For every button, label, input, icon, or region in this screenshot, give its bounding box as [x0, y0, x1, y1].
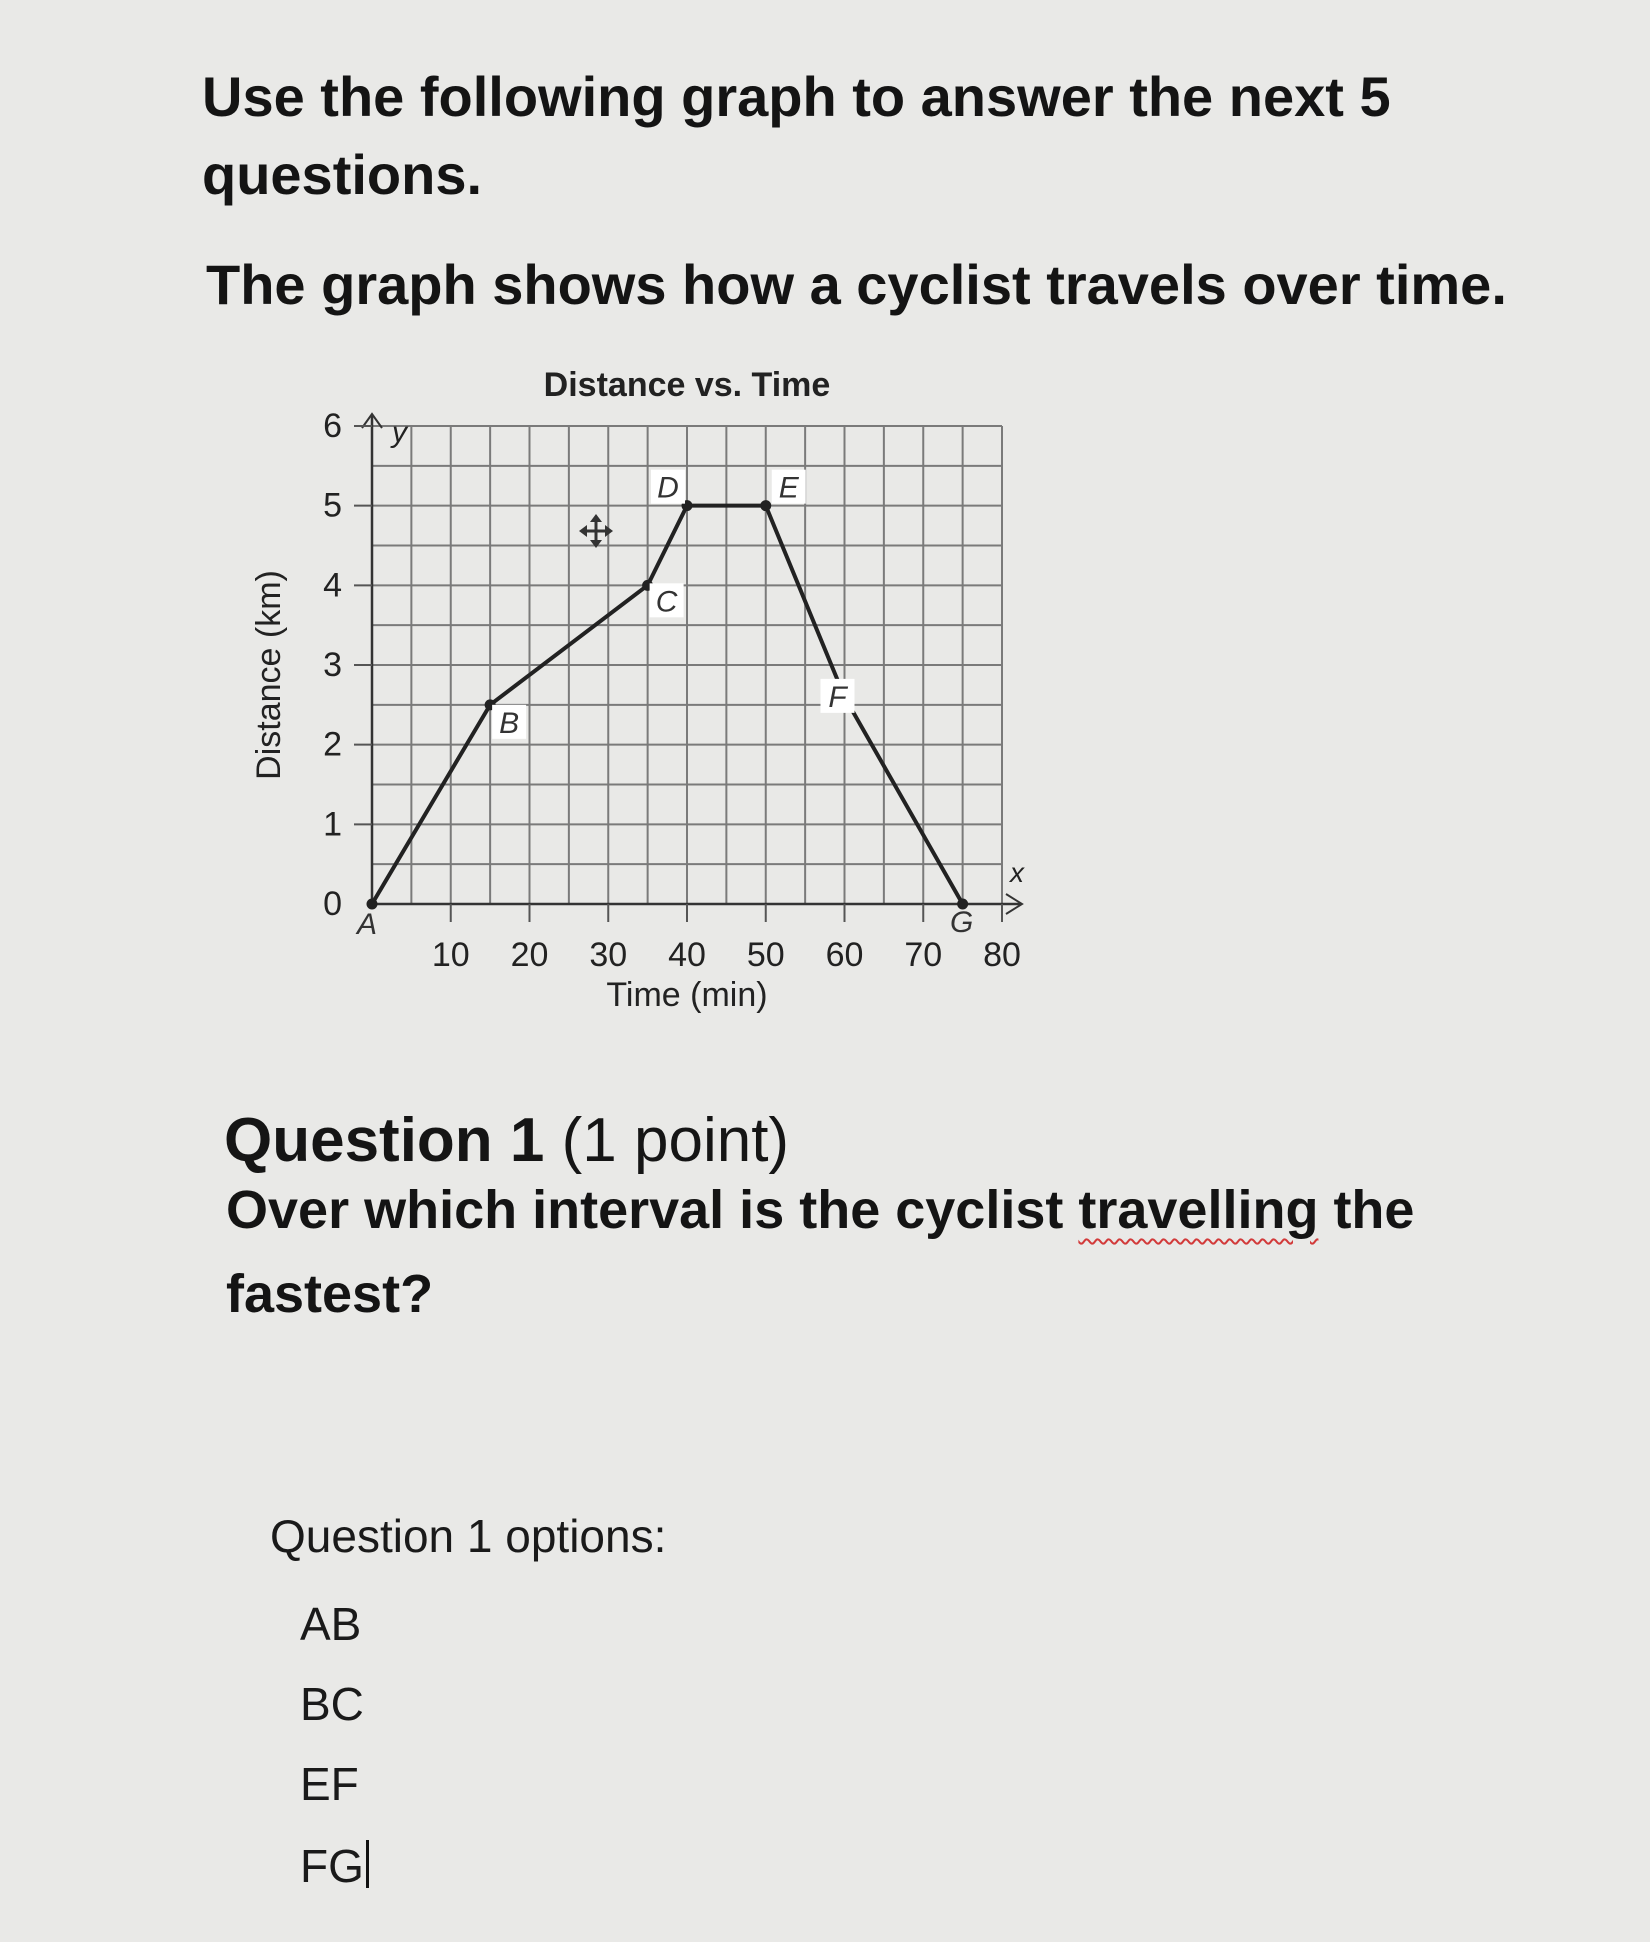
y-tick-label: 2 — [323, 725, 342, 764]
point-label-d: D — [657, 471, 679, 505]
question-number: Question 1 — [224, 1106, 545, 1175]
intro-description: The graph shows how a cyclist travels over time. — [206, 253, 1507, 316]
y-tick-label: 3 — [323, 646, 342, 684]
x-tick-label: 20 — [510, 936, 549, 974]
x-axis-label: Time (min) — [606, 976, 768, 1014]
point-label-c: C — [655, 585, 678, 619]
x-tick-label: 40 — [668, 936, 706, 974]
x-tick-label: 70 — [904, 936, 943, 974]
y-tick-label: 1 — [323, 805, 342, 844]
point-label-g: G — [949, 906, 974, 939]
distance-time-chart — [240, 360, 1060, 1020]
question-points: (1 point) — [561, 1106, 790, 1175]
spellcheck-word[interactable]: travelling — [1078, 1180, 1319, 1240]
option-ef[interactable]: EF — [300, 1758, 359, 1810]
x-tick-label: 50 — [746, 936, 785, 974]
point-label-a: A — [356, 908, 378, 941]
point-e — [760, 500, 771, 511]
question-text-start: Over which interval is the cyclist — [226, 1180, 1079, 1240]
y-axis-label: Distance (km) — [250, 570, 288, 780]
point-label-f: F — [828, 680, 847, 714]
x-tick-label: 30 — [589, 936, 628, 974]
question-text-end: the fastest? — [226, 1180, 1415, 1324]
options-title: Question 1 options: — [270, 1510, 667, 1562]
x-tick-label: 80 — [983, 936, 1021, 974]
option-fg-label: FG — [300, 1840, 364, 1892]
option-bc[interactable]: BC — [300, 1678, 364, 1730]
y-tick-label: 5 — [323, 486, 342, 525]
y-tick-label: 6 — [323, 407, 342, 445]
x-tick-label: 10 — [431, 936, 470, 974]
text-caret — [366, 1840, 369, 1888]
option-fg[interactable] — [300, 1834, 369, 1898]
point-label-b: B — [499, 706, 520, 740]
y-tick-label: 0 — [323, 885, 342, 923]
x-tick-label: 60 — [825, 936, 864, 974]
intro-text: Use the following graph to answer the next 5 questions. — [202, 65, 1391, 206]
chart-title: Distance vs. Time — [543, 366, 831, 404]
y-axis-letter: y — [392, 416, 407, 449]
question-text — [226, 1168, 1556, 1336]
point-label-e: E — [778, 471, 799, 505]
x-axis-letter: x — [1010, 857, 1024, 888]
option-ab[interactable]: AB — [300, 1598, 362, 1650]
y-tick-label: 4 — [323, 566, 342, 605]
